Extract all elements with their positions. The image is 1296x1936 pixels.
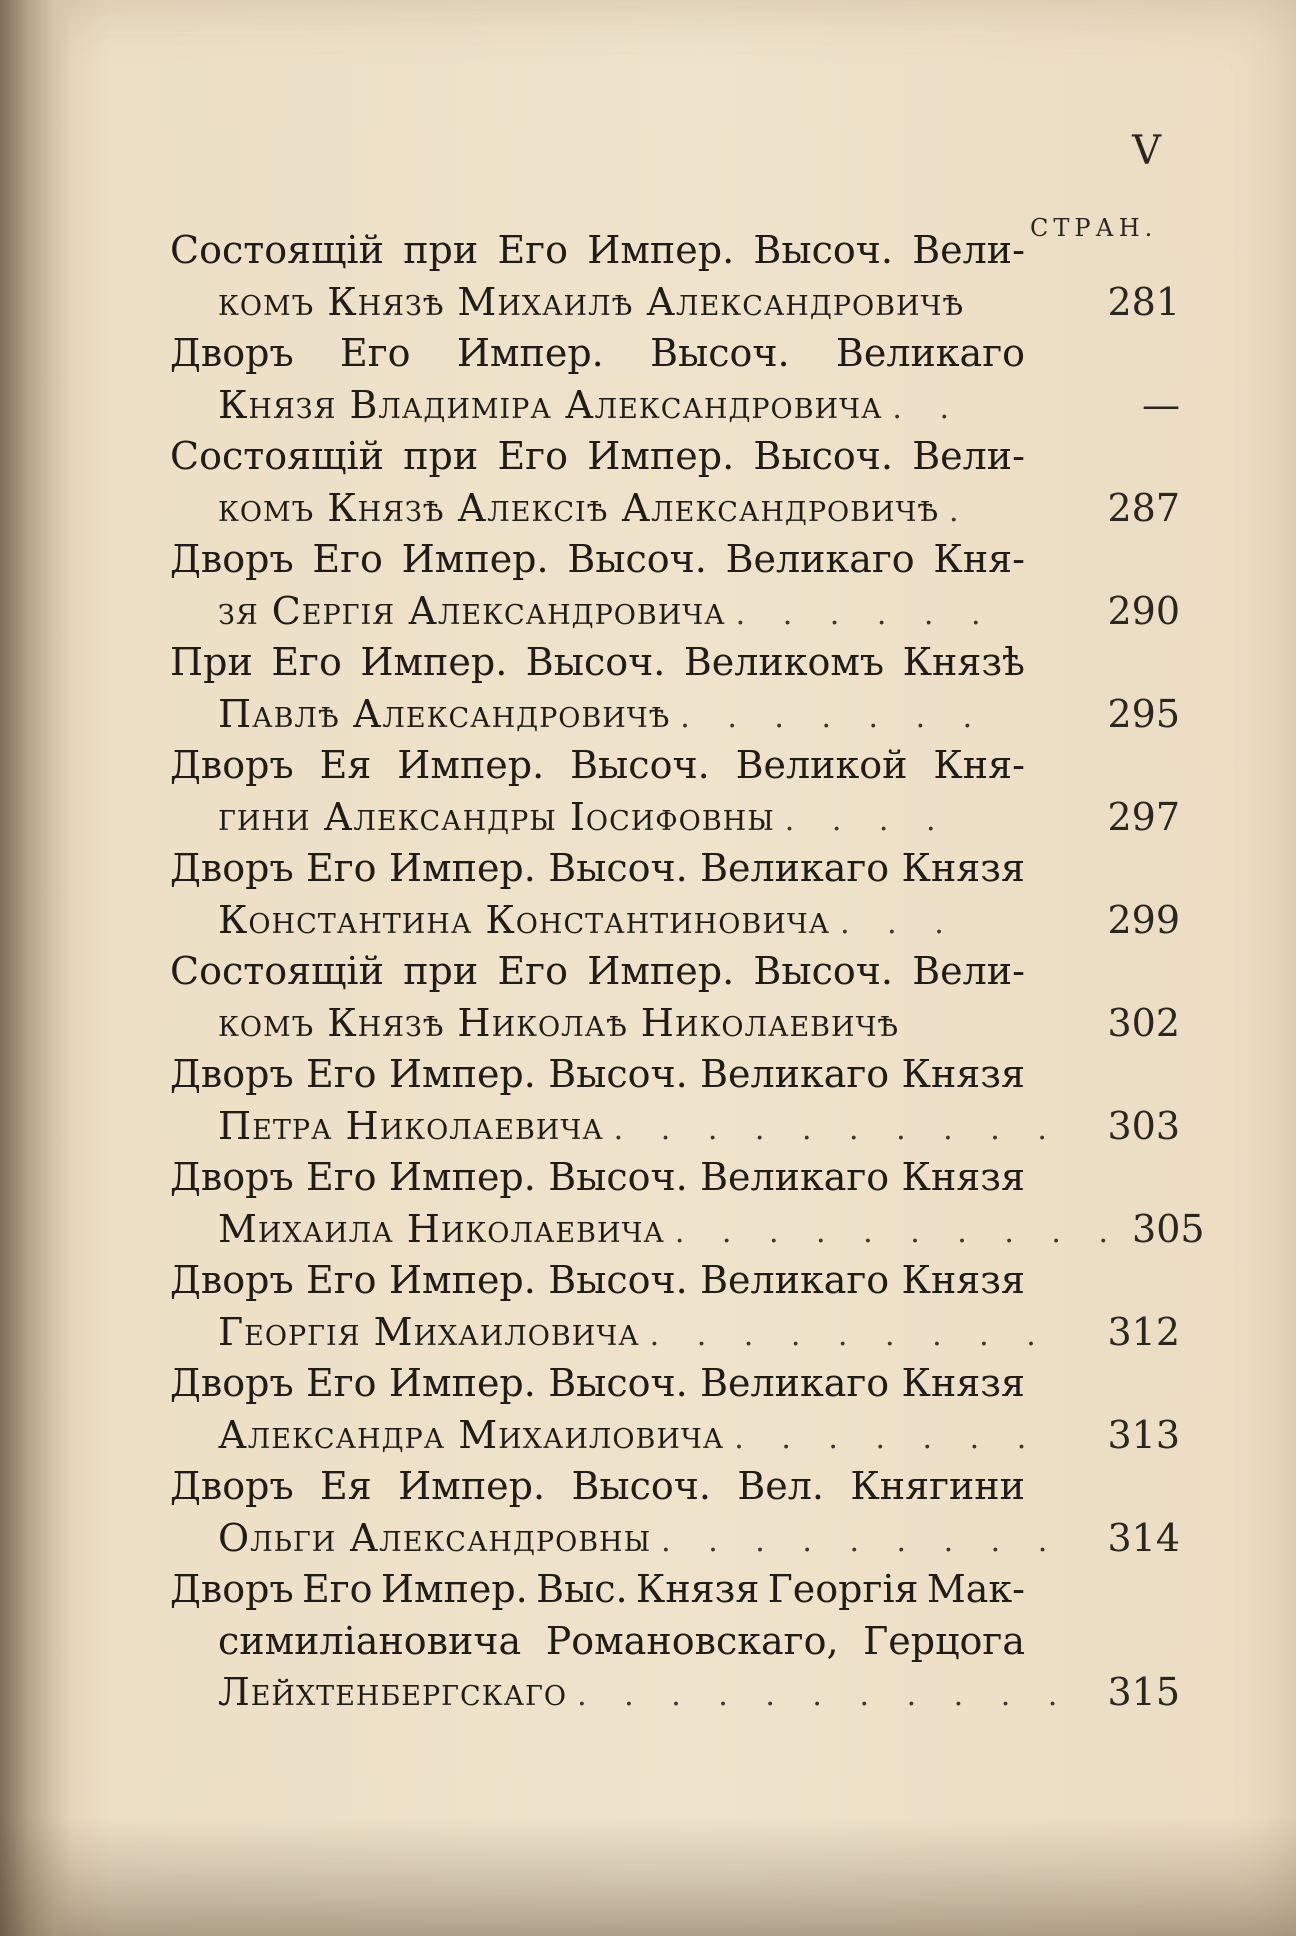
toc-entry-name: комъ Князѣ Михаилѣ Александровичѣ: [218, 279, 964, 324]
toc-entry-name: Лейхтенбергскаго: [218, 1670, 568, 1714]
toc-entry-title-line: Дворъ Его Импер. Высоч. Великаго Князя: [170, 1258, 1025, 1302]
toc-entry-title-line: Дворъ Его Импер. Высоч. Великаго Князя: [170, 1155, 1025, 1199]
toc-entry-name-line: [170, 1204, 1205, 1256]
toc-entry-name-line: [170, 689, 1180, 741]
toc-entry-name: Петра Николаевича: [218, 1103, 604, 1148]
toc-entry-name-line: [170, 277, 1180, 329]
toc-entry-name: комъ Князѣ Николаѣ Николаевичѣ: [218, 1000, 900, 1045]
toc-entry-name-line: [170, 1513, 1180, 1565]
toc-entry-leader-dots: . . . . . . .: [680, 699, 987, 735]
toc-entry-title-line: Состоящій при Его Импер. Высоч. Вели-: [170, 949, 1025, 993]
toc-entry-title-line: При Его Импер. Высоч. Великомъ Князѣ: [170, 640, 1025, 684]
toc-entry-name-line: [170, 792, 1180, 844]
toc-entry-page-number: 314: [1107, 1515, 1180, 1560]
toc-entry-name-line: [170, 1410, 1180, 1462]
toc-entry-name-line: [170, 586, 1180, 638]
toc-entry-leader-dots: . . . .: [784, 802, 950, 838]
toc-entry-page-number: 312: [1107, 1309, 1180, 1354]
toc-entry-leader-dots: . . . . . . . . . . .: [577, 1678, 1072, 1713]
toc-entry: [170, 946, 1180, 1049]
toc-entry-leader-dots: . .: [892, 390, 964, 426]
toc-entry: [170, 843, 1180, 946]
page-column-label: СТРАН.: [1030, 214, 1158, 242]
toc-entry-name: Александра Михаиловича: [218, 1412, 725, 1457]
toc-entry-page-number: 295: [1107, 691, 1180, 736]
toc-entry-continuation-line: симиліановича Романовскаго, Герцога: [218, 1618, 1025, 1663]
page-shadow: [0, 1816, 1296, 1936]
toc-entry: [170, 431, 1180, 534]
toc-entry-name: Константина Константиновича: [218, 897, 831, 942]
toc-entry-page-number: 290: [1107, 588, 1180, 633]
toc-entry-name: гини Александры Іосифовны: [218, 794, 775, 839]
toc-entry: [170, 637, 1180, 740]
toc-entry-page-number: 315: [1107, 1670, 1180, 1714]
page-folio: V: [1132, 128, 1161, 174]
toc-entry-leader-dots: . . . . . . . . . .: [674, 1214, 1123, 1250]
toc-entry-title-line: Дворъ Его Импер. Высоч. Великаго Князя: [170, 1361, 1025, 1405]
toc-entry-page-number: 313: [1107, 1412, 1180, 1457]
toc-entry-name-line: [170, 1307, 1180, 1359]
toc-entry-leader-dots: . . . . . .: [735, 596, 995, 632]
toc-entry-name-line: [170, 998, 1180, 1050]
table-of-contents: [170, 225, 1205, 1719]
toc-entry: [170, 1358, 1180, 1461]
toc-entry-title-line: Дворъ Ея Импер. Высоч. Вел. Княгини: [170, 1464, 1025, 1508]
toc-entry-name: Павлѣ Александровичѣ: [218, 691, 671, 736]
toc-entry-name: комъ Князѣ Алексіѣ Александровичѣ: [218, 485, 939, 530]
toc-entry-title-line: Дворъ Его Импер. Высоч. Великаго Князя: [170, 1052, 1025, 1096]
toc-entry-title-line: Дворъ Его Импер. Высоч. Великаго Кня-: [170, 537, 1025, 581]
toc-entry-page-number: 302: [1107, 1000, 1180, 1045]
toc-entry-name-line: [170, 1101, 1180, 1153]
toc-entry-page-number: 305: [1132, 1206, 1205, 1251]
toc-entry: [170, 1564, 1180, 1719]
toc-entry-page-number: 281: [1107, 279, 1180, 324]
toc-entry-title-line: Дворъ Его Импер. Высоч. Великаго Князя: [170, 846, 1025, 890]
toc-entry-name-line: [170, 483, 1180, 535]
toc-entry-name-line: [170, 380, 1180, 432]
toc-entry: [170, 328, 1180, 431]
toc-entry: [170, 740, 1180, 843]
toc-entry-page-number: 287: [1107, 485, 1180, 530]
toc-entry-name: Князя Владиміра Александровича: [218, 382, 883, 427]
toc-entry-name: Михаила Николаевича: [218, 1206, 665, 1251]
toc-entry: [170, 534, 1180, 637]
toc-entry-name: Георгія Михаиловича: [218, 1309, 640, 1354]
toc-entry-page-number: 303: [1107, 1103, 1180, 1148]
toc-entry-title-line: Дворъ Ея Импер. Высоч. Великой Кня-: [170, 743, 1025, 787]
toc-entry-title-line: Состоящій при Его Импер. Высоч. Вели-: [170, 434, 1025, 478]
toc-entry: [170, 1049, 1180, 1152]
toc-entry-title-line: Дворъ Его Импер. Выс. Князя Георгія Мак-: [170, 1567, 1025, 1611]
toc-entry: [170, 225, 1180, 328]
toc-entry-title-line: Состоящій при Его Импер. Высоч. Вели-: [170, 228, 1025, 272]
toc-entry-name: зя Сергія Александровича: [218, 588, 726, 633]
toc-entry-page-number: 297: [1107, 794, 1180, 839]
toc-entry-leader-dots: . . . . . . . . .: [649, 1317, 1050, 1353]
toc-entry-name-line: [170, 895, 1180, 947]
toc-entry: [170, 1255, 1180, 1358]
toc-entry-leader-dots: .: [948, 493, 973, 529]
toc-entry-title-line: Дворъ Его Импер. Высоч. Великаго: [170, 331, 1025, 375]
toc-entry: [170, 1152, 1205, 1255]
book-binding-edge: [0, 0, 72, 1936]
toc-entry-name: Ольги Александровны: [218, 1515, 652, 1560]
toc-entry-name-line: [170, 1667, 1180, 1719]
toc-entry-leader-dots: . . .: [840, 905, 958, 941]
toc-entry-leader-dots: . . . . . . . . .: [661, 1523, 1062, 1559]
toc-entry-page-number: —: [1142, 382, 1180, 427]
toc-entry-leader-dots: . . . . . . .: [734, 1420, 1041, 1456]
toc-entry: [170, 1461, 1180, 1564]
toc-entry-leader-dots: . . . . . . . . . .: [613, 1111, 1061, 1147]
toc-entry-page-number: 299: [1107, 897, 1180, 942]
